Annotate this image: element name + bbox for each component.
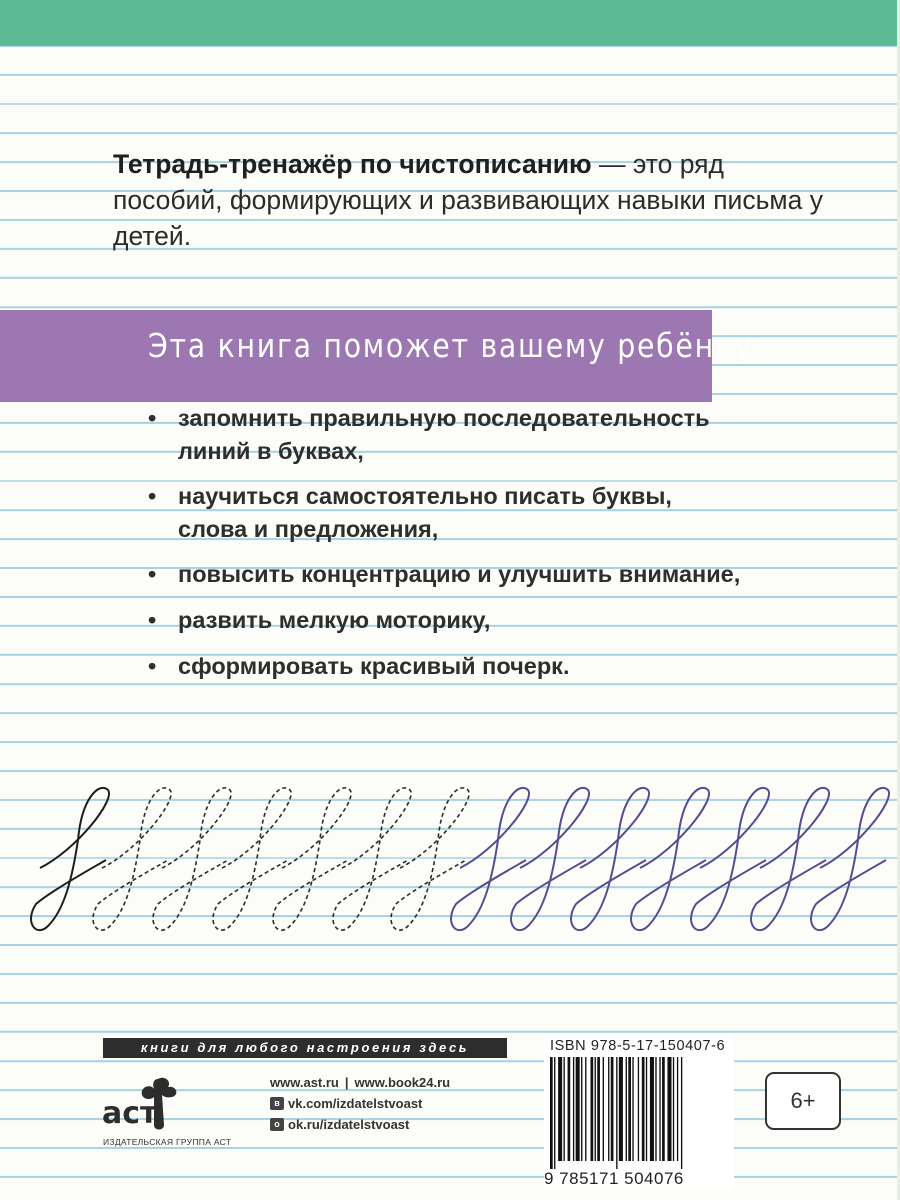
slogan-strip: книги для любого настроения здесь bbox=[103, 1038, 507, 1058]
vk-icon: в bbox=[270, 1097, 284, 1110]
website-link-book24[interactable]: www.book24.ru bbox=[354, 1075, 451, 1090]
barcode-bar bbox=[619, 1057, 623, 1161]
list-item-line: линий в буквах, bbox=[178, 438, 364, 464]
barcode-bar bbox=[554, 1057, 555, 1169]
publisher-links bbox=[270, 1072, 450, 1135]
barcode-bar bbox=[673, 1057, 674, 1161]
vk-link[interactable]: vk.com/izdatelstvoast bbox=[288, 1096, 423, 1111]
barcode-bar bbox=[573, 1057, 574, 1161]
list-item-line: повысить концентрацию и улучшить внимание, bbox=[178, 561, 741, 587]
top-color-band bbox=[0, 0, 900, 46]
barcode-bar bbox=[667, 1057, 671, 1161]
vk-row bbox=[270, 1093, 450, 1114]
bullet-dot: • bbox=[148, 483, 157, 509]
intro-text: — это ряд пособий, формирующих и развивающих навыки письма у детей. bbox=[113, 149, 823, 251]
barcode-bar bbox=[655, 1057, 656, 1161]
link-separator: | bbox=[344, 1075, 349, 1090]
ok-row bbox=[270, 1114, 450, 1135]
barcode-bar bbox=[650, 1057, 654, 1161]
barcode-bar bbox=[632, 1057, 633, 1161]
barcode-block bbox=[544, 1035, 734, 1189]
list-item-line: запомнить правильную последовательность bbox=[178, 405, 710, 431]
benefits-list bbox=[148, 402, 740, 683]
bullet-dot: • bbox=[148, 561, 157, 587]
barcode-bar bbox=[585, 1057, 586, 1161]
website-row bbox=[270, 1072, 450, 1093]
barcode-bar bbox=[603, 1057, 604, 1161]
publisher-name: ИЗДАТЕЛЬСКАЯ ГРУППА АСТ bbox=[103, 1137, 232, 1147]
list-item-line: слова и предложения, bbox=[178, 516, 439, 542]
bullet-dot: • bbox=[148, 607, 157, 633]
bullet-dot: • bbox=[148, 405, 157, 431]
barcode-bar bbox=[611, 1057, 614, 1161]
ean-digits: 9 785171 504076 bbox=[544, 1169, 684, 1188]
barcode-bar bbox=[681, 1057, 682, 1169]
intro-bold-title: Тетрадь-тренажёр по чистописанию bbox=[113, 149, 592, 179]
barcode-bar bbox=[659, 1057, 660, 1161]
barcode-bar bbox=[568, 1057, 571, 1161]
barcode-bar bbox=[608, 1057, 609, 1161]
intro-paragraph bbox=[113, 146, 833, 254]
barcode-bar bbox=[576, 1057, 580, 1161]
list-item-line: развить мелкую моторику, bbox=[178, 607, 491, 633]
ok-link[interactable]: ok.ru/izdatelstvoast bbox=[288, 1117, 410, 1132]
bullet-dot: • bbox=[148, 653, 157, 679]
barcode-bar bbox=[591, 1057, 594, 1161]
cursive-practice-loops bbox=[451, 788, 889, 930]
banner-heading: Эта книга поможет вашему ребёнку: bbox=[148, 326, 764, 365]
barcode-bar bbox=[581, 1057, 582, 1161]
barcode-bar bbox=[616, 1057, 617, 1169]
cursive-loop-exercise bbox=[0, 760, 900, 960]
barcode-bar bbox=[626, 1057, 627, 1161]
barcode-bars bbox=[550, 1057, 728, 1169]
list-item bbox=[148, 480, 740, 546]
list-item bbox=[148, 558, 740, 591]
barcode-bar bbox=[597, 1057, 600, 1161]
cursive-sample-loop bbox=[31, 788, 109, 930]
isbn-number: ISBN 978-5-17-150407-6 bbox=[550, 1038, 726, 1054]
list-item bbox=[148, 402, 740, 468]
barcode-bar bbox=[628, 1057, 631, 1161]
cursive-loop bbox=[93, 788, 171, 930]
barcode-bar bbox=[550, 1057, 553, 1169]
list-item bbox=[148, 650, 740, 683]
barcode-bar bbox=[595, 1057, 596, 1161]
ast-logo-text: аст bbox=[102, 1096, 158, 1131]
list-item-line: сформировать красивый почерк. bbox=[178, 653, 570, 679]
cursive-trace-loops bbox=[93, 788, 469, 930]
barcode-bar bbox=[564, 1057, 565, 1161]
age-rating-badge: 6+ bbox=[765, 1072, 841, 1130]
barcode-bar bbox=[558, 1057, 562, 1161]
ok-icon: о bbox=[270, 1118, 284, 1131]
list-item bbox=[148, 604, 740, 637]
barcode-bar bbox=[646, 1057, 647, 1161]
website-link-ast[interactable]: www.ast.ru bbox=[270, 1075, 339, 1090]
list-item-line: научиться самостоятельно писать буквы, bbox=[178, 483, 672, 509]
ast-logo bbox=[100, 1075, 190, 1137]
barcode-bar bbox=[638, 1057, 639, 1161]
cursive-loop bbox=[31, 788, 109, 930]
cursive-loop bbox=[391, 788, 469, 930]
barcode-bar bbox=[642, 1057, 645, 1161]
barcode-bar bbox=[677, 1057, 678, 1161]
barcode-bar bbox=[662, 1057, 665, 1161]
